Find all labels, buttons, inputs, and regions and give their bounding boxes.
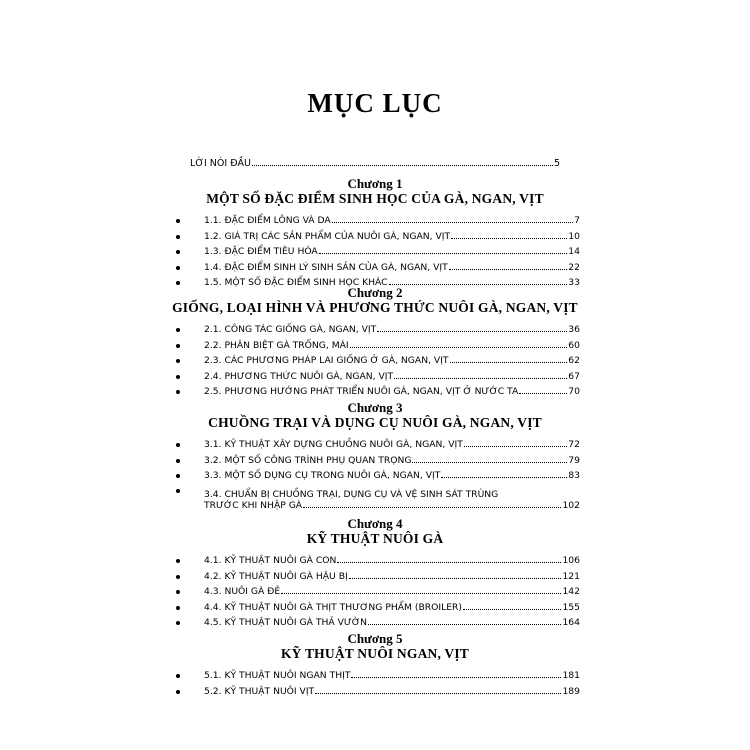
dot-leader [368, 624, 561, 625]
dot-leader [377, 331, 567, 332]
toc-entry[interactable]: 3.1. KỸ THUẬT XÂY DỰNG CHUỒNG NUÔI GÀ, NGAN, VỊT 72 [160, 435, 590, 450]
toc-entry[interactable]: 4.4. KỸ THUẬT NUÔI GÀ THỊT THƯƠNG PHẨM (BROILER) 155 [160, 597, 590, 612]
bullet-icon [176, 621, 180, 625]
bullet-icon [176, 250, 180, 254]
chapter-label: Chương 3 [347, 400, 403, 415]
bullet-icon [176, 459, 180, 463]
dot-leader [350, 347, 568, 348]
intro-entry-text: LỜI NÓI ĐẦU [190, 158, 252, 169]
toc-entry[interactable]: 4.2. KỸ THUẬT NUÔI GÀ HẬU BỊ 121 [160, 566, 590, 581]
toc-entry[interactable]: 1.5. MỘT SỐ ĐẶC ĐIỂM SINH HỌC KHÁC 33 [160, 273, 590, 288]
bullet-icon [176, 235, 180, 239]
bullet-icon [176, 375, 180, 379]
dot-leader [349, 578, 562, 579]
dot-leader [315, 693, 561, 694]
page-title: MỤC LỤC [307, 88, 443, 118]
dot-leader [394, 378, 567, 379]
bullet-icon [176, 489, 180, 493]
dot-leader [450, 362, 568, 363]
toc-entry[interactable]: 4.3. NUÔI GÀ ĐẺ 142 [160, 582, 590, 597]
intro-entry-page: 5 [553, 158, 560, 169]
bullet-icon [176, 674, 180, 678]
toc-entry[interactable]: 2.3. CÁC PHƯƠNG PHÁP LAI GIỐNG Ở GÀ, NGAN, VỊT 62 [160, 351, 590, 366]
chapter-3 [160, 400, 590, 511]
bullet-icon [176, 359, 180, 363]
toc-entry[interactable]: 1.3. ĐẶC ĐIỂM TIÊU HÓA 14 [160, 242, 590, 257]
dot-leader [332, 222, 573, 223]
dot-leader [351, 677, 561, 678]
chapter-4 [160, 516, 590, 628]
chapter-label: Chương 1 [347, 176, 403, 191]
dot-leader [519, 393, 567, 394]
bullet-icon [176, 344, 180, 348]
bullet-icon [176, 266, 180, 270]
dot-leader [303, 507, 561, 508]
chapter-1 [160, 176, 590, 288]
bullet-icon [176, 690, 180, 694]
toc-entry[interactable]: 3.3. MỘT SỐ DỤNG CỤ TRONG NUÔI GÀ, NGAN, VỊT 83 [160, 466, 590, 481]
chapter-title: KỸ THUẬT NUÔI GÀ [306, 531, 444, 546]
dot-leader [412, 462, 567, 463]
toc-entry[interactable]: 1.2. GIÁ TRỊ CÁC SẢN PHẨM CỦA NUÔI GÀ, NGAN, VỊT 10 [160, 226, 590, 241]
toc-entry[interactable]: 2.4. PHƯƠNG THỨC NUÔI GÀ, NGAN, VỊT 67 [160, 366, 590, 381]
toc-entry[interactable]: 2.1. CÔNG TÁC GIỐNG GÀ, NGAN, VỊT 36 [160, 320, 590, 335]
dot-leader [451, 238, 567, 239]
toc-entry[interactable]: 5.2. KỸ THUẬT NUÔI VỊT 189 [160, 681, 590, 696]
dot-leader [281, 593, 561, 594]
toc-entry[interactable]: 2.2. PHÂN BIỆT GÀ TRỐNG, MÁI 60 [160, 335, 590, 350]
dot-leader [252, 165, 553, 166]
toc-intro-entry[interactable] [190, 155, 560, 169]
chapter-label: Chương 4 [347, 516, 403, 531]
chapter-title: CHUỒNG TRẠI VÀ DỤNG CỤ NUÔI GÀ, NGAN, VỊT [208, 415, 542, 430]
bullet-icon [176, 590, 180, 594]
chapter-title: KỸ THUẬT NUÔI NGAN, VỊT [280, 646, 469, 661]
dot-leader [464, 446, 567, 447]
bullet-icon [176, 606, 180, 610]
dot-leader [337, 562, 561, 563]
dot-leader [463, 609, 561, 610]
dot-leader [449, 269, 568, 270]
toc-entry[interactable]: 5.1. KỸ THUẬT NUÔI NGAN THỊT 181 [160, 666, 590, 681]
bullet-icon [176, 443, 180, 447]
bullet-icon [176, 390, 180, 394]
toc-entry[interactable]: 2.5. PHƯƠNG HƯỚNG PHÁT TRIỂN NUÔI GÀ, NGAN, VỊT Ở NƯỚC TA 70 [160, 382, 590, 397]
chapter-label: Chương 5 [347, 631, 403, 646]
chapter-title: MỘT SỐ ĐẶC ĐIỂM SINH HỌC CỦA GÀ, NGAN, VỊT [206, 191, 544, 206]
toc-entry[interactable]: 4.5. KỸ THUẬT NUÔI GÀ THẢ VƯỜN 164 [160, 613, 590, 628]
bullet-icon [176, 328, 180, 332]
bullet-icon [176, 559, 180, 563]
chapter-label: Chương 2 [347, 285, 403, 300]
chapter-title: GIỐNG, LOẠI HÌNH VÀ PHƯƠNG THỨC NUÔI GÀ, NGAN, VỊT [172, 300, 578, 315]
dot-leader [441, 477, 567, 478]
bullet-icon [176, 474, 180, 478]
dot-leader [319, 253, 568, 254]
toc-entry[interactable]: 3.2. MỘT SỐ CÔNG TRÌNH PHỤ QUAN TRỌNG 79 [160, 450, 590, 465]
toc-entry[interactable]: 3.4. CHUẨN BỊ CHUỒNG TRẠI, DỤNG CỤ VÀ VỆ SINH SÁT TRÙNG TRƯỚC KHI NHẬP GÀ 102 [160, 481, 590, 511]
chapter-5 [160, 631, 590, 697]
bullet-icon [176, 219, 180, 223]
toc-entry[interactable]: 4.1. KỸ THUẬT NUÔI GÀ CON 106 [160, 551, 590, 566]
bullet-icon [176, 575, 180, 579]
toc-entry[interactable]: 1.1. ĐẶC ĐIỂM LÔNG VÀ DA 7 [160, 211, 590, 226]
chapter-2 [160, 285, 590, 397]
toc-entry[interactable]: 1.4. ĐẶC ĐIỂM SINH LÝ SINH SẢN CỦA GÀ, NGAN, VỊT 22 [160, 257, 590, 272]
